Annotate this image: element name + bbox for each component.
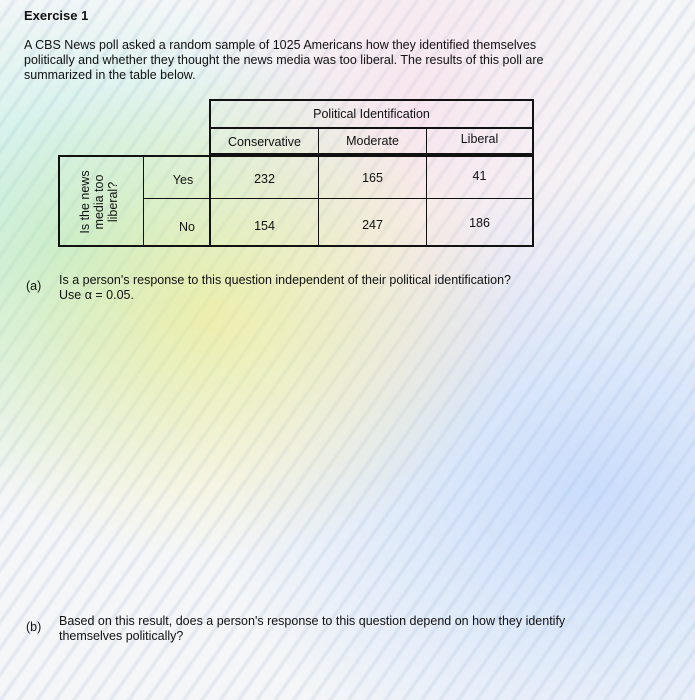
part-a-line-2: Use α = 0.05.: [59, 288, 134, 302]
cell-no-conservative: 154: [254, 219, 275, 233]
part-b-line-2: themselves politically?: [59, 629, 184, 643]
col-header-liberal: Liberal: [460, 132, 499, 146]
intro-paragraph: [24, 38, 544, 83]
part-b-letter: (b): [26, 620, 42, 634]
cell-yes-liberal: 41: [472, 169, 487, 183]
part-a-question: [59, 273, 511, 303]
intro-line-2: politically and whether they thought the news media was too liberal. The results of this poll are: [24, 53, 544, 67]
cell-no-liberal: 186: [469, 216, 490, 230]
col-header-conservative: Conservative: [228, 135, 301, 149]
cell-no-moderate: 247: [362, 218, 383, 232]
part-b-question: [59, 614, 565, 644]
row-label-no: No: [179, 220, 195, 234]
row-label-yes: Yes: [172, 173, 194, 187]
col-header-moderate: Moderate: [346, 134, 399, 148]
intro-line-1: A CBS News poll asked a random sample of 1025 Americans how they identified themselves: [24, 38, 537, 52]
part-a-letter: (a): [26, 279, 42, 293]
row-group-header: Is the news media too liberal?: [78, 170, 120, 234]
part-a-line-1: Is a person's response to this question independent of their political identification?: [59, 273, 511, 287]
col-group-header: Political Identification: [313, 107, 430, 121]
cell-yes-conservative: 232: [254, 172, 275, 186]
intro-line-3: summarized in the table below.: [24, 68, 196, 82]
cell-yes-moderate: 165: [362, 171, 383, 185]
part-b-line-1: Based on this result, does a person's response to this question depend on how they identify: [59, 614, 566, 628]
exercise-title: Exercise 1: [24, 8, 89, 23]
